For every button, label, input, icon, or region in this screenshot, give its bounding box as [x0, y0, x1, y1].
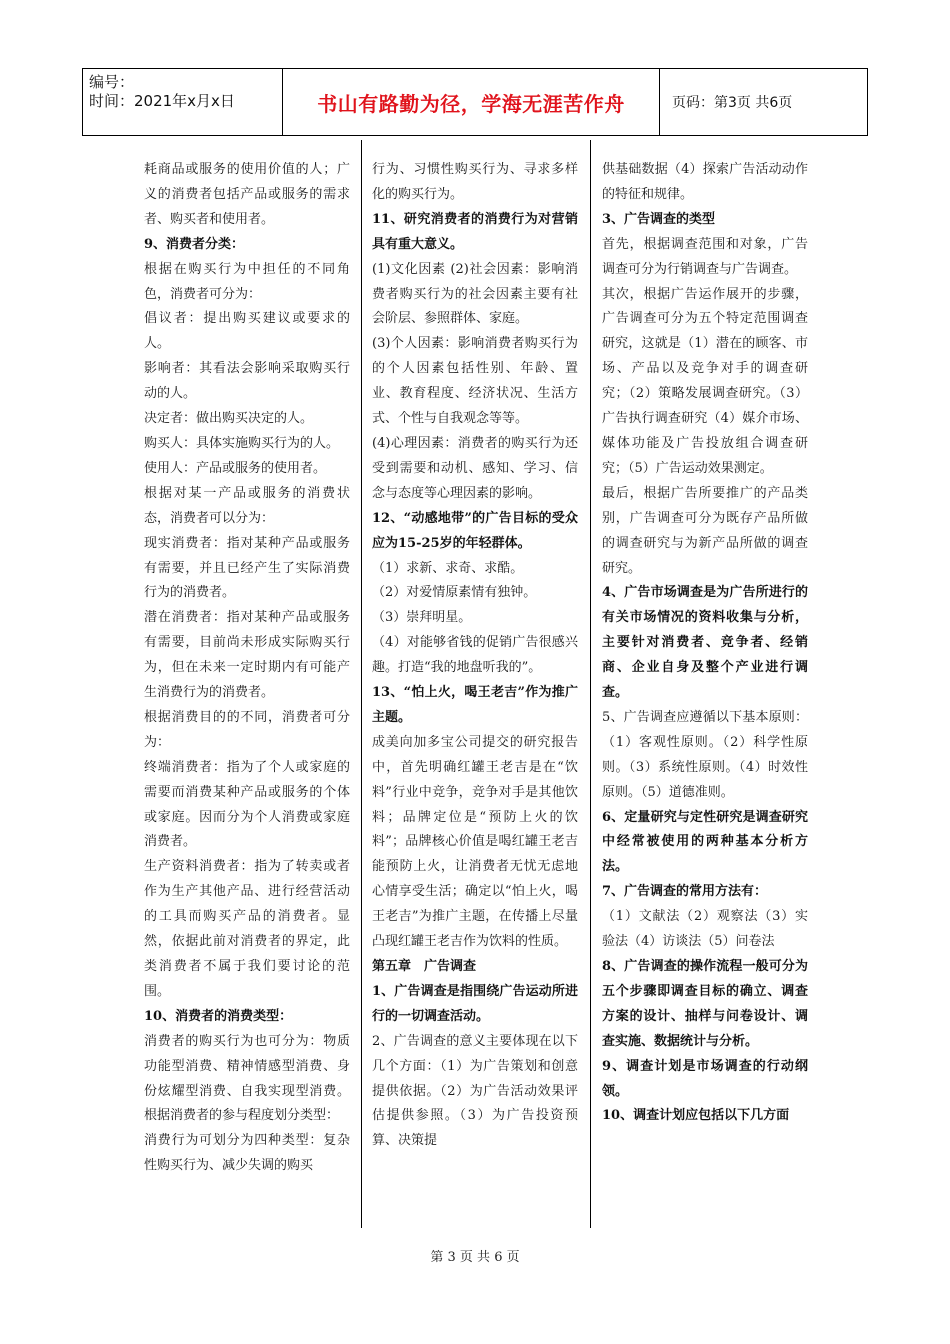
date-label: 时间：2021年x月x日 [89, 92, 235, 110]
section-heading: 10、消费者的消费类型： [144, 1008, 293, 1024]
text-column-3 [602, 158, 808, 1129]
page-header [82, 68, 868, 136]
paragraph: 耗商品或服务的使用价值的人；广义的消费者包括产品或服务的需求者、购买者和使用者。 [144, 162, 350, 227]
section-heading: 4、广告市场调查是为广告所进行的有关市场情况的资料收集与分析，主要针对消费者、竞争者、经销商、企业自身及整个产业进行调查。 [602, 585, 808, 701]
paragraph: 5、广告调查应遵循以下基本原则：（1）客观性原则。（2）科学性原则。（3）系统性原则。（4）时效性原则。（5）道德准则。 [602, 709, 808, 800]
header-motto: 书山有路勤为径，学海无涯苦作舟 [283, 69, 660, 135]
section-heading: 8、广告调查的操作流程一般可分为五个步骤即调查目标的确立、调查方案的设计、抽样与问卷设计、调查实施、数据统计与分析。 [602, 959, 808, 1049]
paragraph: 首先，根据调查范围和对象，广告调查可分为行销调查与广告调查。 [602, 236, 808, 277]
paragraph: 倡议者：提出购买建议或要求的人。 [144, 311, 350, 352]
paragraph: 决定者：做出购买决定的人。 [144, 411, 314, 427]
paragraph: 根据消费目的的不同，消费者可分为： [144, 709, 350, 750]
section-heading: 7、广告调查的常用方法有： [602, 884, 768, 900]
section-heading: 10、调查计划应包括以下几方面 [602, 1108, 790, 1124]
paragraph: 行为、习惯性购买行为、寻求多样化的购买行为。 [372, 162, 578, 202]
paragraph: （2）对爱情原素情有独钟。 [372, 585, 537, 601]
header-meta [83, 69, 283, 135]
paragraph: 其次，根据广告运作展开的步骤，广告调查可分为五个特定范围调查研究，这就是（1）潜在的顾客、市场、产品以及竞争对手的调查研究；（2）策略发展调查研究。（3）广告执行调查研究（4）媒介市场、媒体功能及广告投放组合调查研究；（5）广告运动效果测定。 [602, 286, 808, 476]
header-page-label: 页码：第3页 共6页 [672, 95, 793, 111]
paragraph: 购买人：具体实施购买行为的人。 [144, 435, 340, 451]
section-heading: 第五章 广告调查 [372, 959, 477, 974]
paragraph: 现实消费者：指对某种产品或服务有需要，并且已经产生了实际消费行为的消费者。 [144, 535, 350, 601]
paragraph: 影响者：其看法会影响采取购买行动的人。 [144, 361, 350, 402]
paragraph: 2、广告调查的意义主要体现在以下几个方面：（1）为广告策划和创意提供依据。（2）为广告活动效果评估提供参照。（3）为广告投资预算、决策提 [372, 1033, 578, 1149]
section-heading: 3、广告调查的类型 [602, 211, 716, 227]
section-heading: 1、广告调查是指围绕广告运动所进行的一切调查活动。 [372, 983, 578, 1024]
paragraph: 生产资料消费者：指为了转卖或者作为生产其他产品、进行经营活动的工具而购买产品的消费者。显然，依据此前对消费者的界定，此类消费者不属于我们要讨论的范围。 [144, 859, 350, 999]
section-heading: 9、消费者分类： [144, 236, 245, 252]
paragraph: （1）求新、求奇、求酷。 [372, 560, 524, 576]
paragraph: 终端消费者：指为了个人或家庭的需要而消费某种产品或服务的个体或家庭。因而分为个人消费或家庭消费者。 [144, 759, 350, 850]
paragraph: (3)个人因素：影响消费者购买行为的个人因素包括性别、年龄、置业、教育程度、经济状况、生活方式、个性与自我观念等等。 [372, 336, 578, 427]
text-column-1 [144, 158, 350, 1179]
paragraph: （1）文献法（2）观察法（3）实验法（4）访谈法（5）问卷法 [602, 909, 808, 950]
section-heading: 12、“动感地带”的广告目标的受众应为15-25岁的年轻群体。 [372, 510, 578, 551]
paragraph: (4)心理因素：消费者的购买行为还受到需要和动机、感知、学习、信念与态度等心理因素的影响。 [372, 435, 578, 501]
number-label: 编号： [89, 73, 135, 91]
paragraph: 供基础数据（4）探索广告活动动作的特征和规律。 [602, 162, 808, 202]
paragraph: 消费者的购买行为也可分为：物质功能型消费、精神情感型消费、身份炫耀型消费、自我实现型消费。根据消费者的参与程度划分类型： [144, 1033, 350, 1124]
column-divider [590, 140, 591, 1228]
paragraph: （4）对能够省钱的促销广告很感兴趣。打造“我的地盘听我的”。 [372, 635, 578, 676]
paragraph: (1)文化因素 (2)社会因素：影响消费者购买行为的社会因素主要有社会阶层、参照群体、家庭。 [372, 261, 578, 327]
paragraph: 潜在消费者：指对某种产品或服务有需要，目前尚未形成实际购买行为，但在未来一定时期内有可能产生消费行为的消费者。 [144, 610, 350, 701]
column-divider [361, 140, 362, 1228]
page-footer: 第 3 页 共 6 页 [430, 1250, 520, 1265]
paragraph: 根据在购买行为中担任的不同角色，消费者可分为： [144, 261, 350, 302]
section-heading: 9、调查计划是市场调查的行动纲领。 [602, 1058, 808, 1099]
paragraph: 最后，根据广告所要推广的产品类别，广告调查可分为既存产品所做的调查研究与为新产品所做的调查研究。 [602, 485, 808, 576]
section-heading: 11、研究消费者的消费行为对营销具有重大意义。 [372, 211, 578, 252]
text-column-2 [372, 158, 578, 1154]
paragraph: （3）崇拜明星。 [372, 610, 472, 626]
paragraph: 使用人：产品或服务的使用者。 [144, 460, 327, 476]
section-heading: 6、定量研究与定性研究是调查研究中经常被使用的两种基本分析方法。 [602, 809, 808, 875]
section-heading: 13、“怕上火，喝王老吉”作为推广主题。 [372, 685, 578, 725]
paragraph: 成美向加多宝公司提交的研究报告中，首先明确红罐王老吉是在“饮料”行业中竞争，竞争对手是其他饮料；品牌定位是“预防上火的饮料”；品牌核心价值是喝红罐王老吉能预防上火，让消费者无忧无虑地心情享受生活；确定以“怕上火，喝王老吉”为推广主题，在传播上尽量凸现红罐王老吉作为饮料的性质。 [372, 734, 578, 950]
paragraph: 消费行为可划分为四种类型：复杂性购买行为、减少失调的购买 [144, 1133, 350, 1174]
paragraph: 根据对某一产品或服务的消费状态，消费者可以分为： [144, 485, 350, 526]
